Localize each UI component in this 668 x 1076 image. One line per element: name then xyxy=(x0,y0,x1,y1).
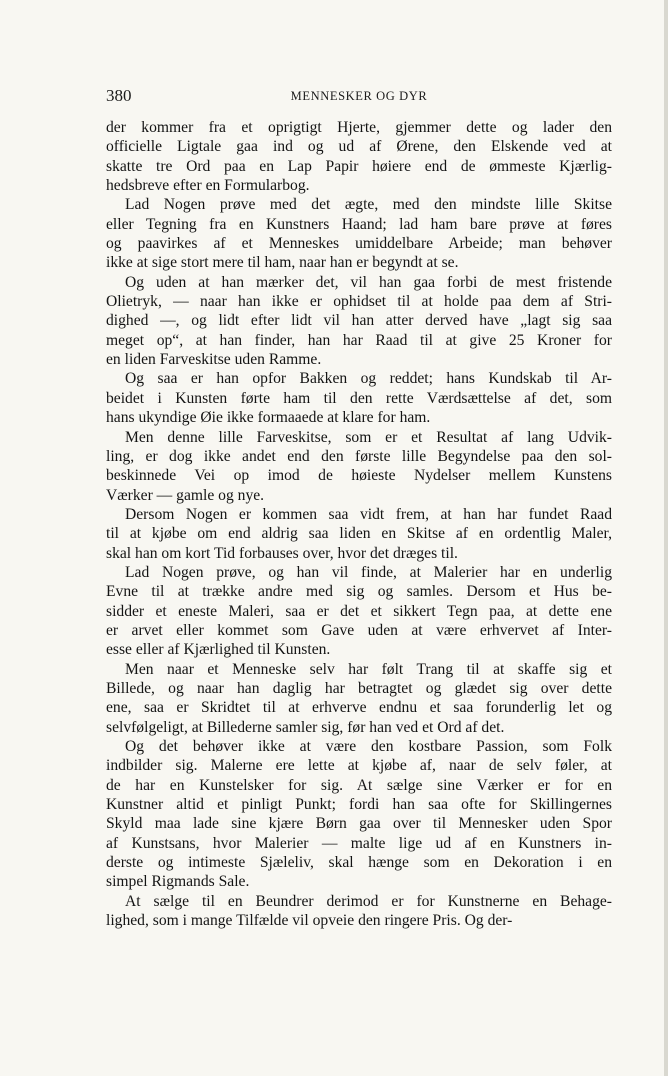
text-line: de har en Kunstelsker for sig. At sælge sine Værker er for en xyxy=(106,776,612,794)
page-number: 380 xyxy=(106,86,132,105)
text-line: simpel Rigmands Sale. xyxy=(106,873,250,891)
paragraph xyxy=(106,195,612,272)
text-line: der kommer fra et oprigtigt Hjerte, gjemmer dette og lader den xyxy=(106,119,612,136)
text-line: esse eller af Kjærlighed til Kunsten. xyxy=(106,641,331,659)
text-line: Værker — gamle og nye. xyxy=(106,486,265,504)
text-line: beidet i Kunsten førte ham til den rette Værdsættelse af det, som xyxy=(106,389,612,407)
text-line: officielle Ligtale gaa ind og ud af Ørene, den Elskende ved at xyxy=(106,138,612,156)
paragraph xyxy=(106,273,612,370)
text-line: til at kjøbe om end aldrig saa liden en Skitse af en ordentlig Maler, xyxy=(106,525,612,543)
text-line: derste og intimeste Sjæleliv, skal hænge som en Dekoration i en xyxy=(106,854,612,872)
text-line: Dersom Nogen er kommen saa vidt frem, at han har fundet Raad xyxy=(125,505,612,523)
text-line: Og uden at han mærker det, vil han gaa forbi de mest fristende xyxy=(125,273,612,291)
text-line: Og saa er han opfor Bakken og reddet; hans Kundskab til Ar- xyxy=(125,370,612,388)
body-text xyxy=(106,118,612,930)
paragraph xyxy=(106,505,612,563)
text-line: skal han om kort Tid forbauses over, hvor det dræges til. xyxy=(106,544,458,562)
text-line: beskinnede Vei op imod de høieste Nydelser mellem Kunstens xyxy=(106,467,612,485)
running-title: MENNESKER OG DYR xyxy=(290,89,428,103)
text-line: Skyld maa lade sine kjære Børn gaa over til Mennesker uden Spor xyxy=(106,815,612,833)
paragraph xyxy=(106,428,612,505)
text-line: af Kunstsans, hvor Malerier — malte lige ud af en Kunstners in- xyxy=(106,834,612,852)
text-line: Men denne lille Farveskitse, som er et Resultat af lang Udvik- xyxy=(125,428,612,446)
text-line: en liden Farveskitse uden Ramme. xyxy=(106,351,322,369)
text-line: indbilder sig. Malerne ere lette at kjøbe af, naar de selv føler, at xyxy=(106,757,612,775)
text-line: Lad Nogen prøve, og han vil finde, at Malerier har en underlig xyxy=(125,563,612,581)
text-line: hans ukyndige Øie ikke formaaede at klare for ham. xyxy=(106,409,431,427)
page-edge xyxy=(664,0,668,1076)
text-line: lighed, som i mange Tilfælde vil opveie den ringere Pris. Og der- xyxy=(106,912,513,930)
text-line: Evne til at trække andre med sig og samles. Dersom et Hus be- xyxy=(106,583,612,601)
paragraph xyxy=(106,369,612,427)
paragraph xyxy=(106,737,612,892)
text-line: skatte tre Ord paa en Lap Papir høiere end de ømmeste Kjærlig- xyxy=(106,157,612,175)
paragraph xyxy=(106,660,612,737)
text-line: ling, er dog ikke andet end den første lille Begyndelse paa den sol- xyxy=(106,447,612,465)
text-line: sidder et eneste Maleri, saa er det et sikkert Tegn paa, at dette ene xyxy=(106,602,612,620)
paragraph xyxy=(106,118,612,195)
text-line: Kunstner altid et pinligt Punkt; fordi han saa ofte for Skillingernes xyxy=(106,796,612,814)
text-line: dighed —, og lidt efter lidt vil han atter derved have „lagt sig saa xyxy=(106,312,612,330)
text-line: og paavirkes af et Menneskes umiddelbare Arbeide; man behøver xyxy=(106,235,612,253)
text-line: ene, saa er Skridtet til at erhverve endnu et saa forunderlig let og xyxy=(106,699,612,717)
text-line: Billede, og naar han daglig har betragtet og glædet sig over dette xyxy=(106,679,612,697)
text-line: Olietryk, — naar han ikke er ophidset til at holde paa dem af Stri- xyxy=(106,293,612,311)
text-line: Men naar et Menneske selv har følt Trang til at skaffe sig et xyxy=(125,660,612,678)
text-line: eller Tegning fra en Kunstners Haand; lad ham bare prøve at føres xyxy=(106,215,612,233)
text-line: meget op“, at han finder, han har Raad til at give 25 Kroner for xyxy=(106,331,612,349)
text-line: ikke at sige stort mere til ham, naar han er begyndt at se. xyxy=(106,254,459,272)
page-header xyxy=(106,86,612,110)
text-line: er arvet eller kommet som Gave uden at være erhvervet af Inter- xyxy=(106,621,612,639)
text-line: selvfølgeligt, at Billederne samler sig, før han ved et Ord af det. xyxy=(106,718,505,736)
text-line: Og det behøver ikke at være den kostbare Passion, som Folk xyxy=(125,738,612,755)
text-line: hedsbreve efter en Formularbog. xyxy=(106,177,310,195)
text-line: Lad Nogen prøve med det ægte, med den mindste lille Skitse xyxy=(125,196,612,214)
paragraph xyxy=(106,563,612,660)
text-line: At sælge til en Beundrer derimod er for Kunstnerne en Behage- xyxy=(125,892,612,910)
paragraph xyxy=(106,892,612,931)
